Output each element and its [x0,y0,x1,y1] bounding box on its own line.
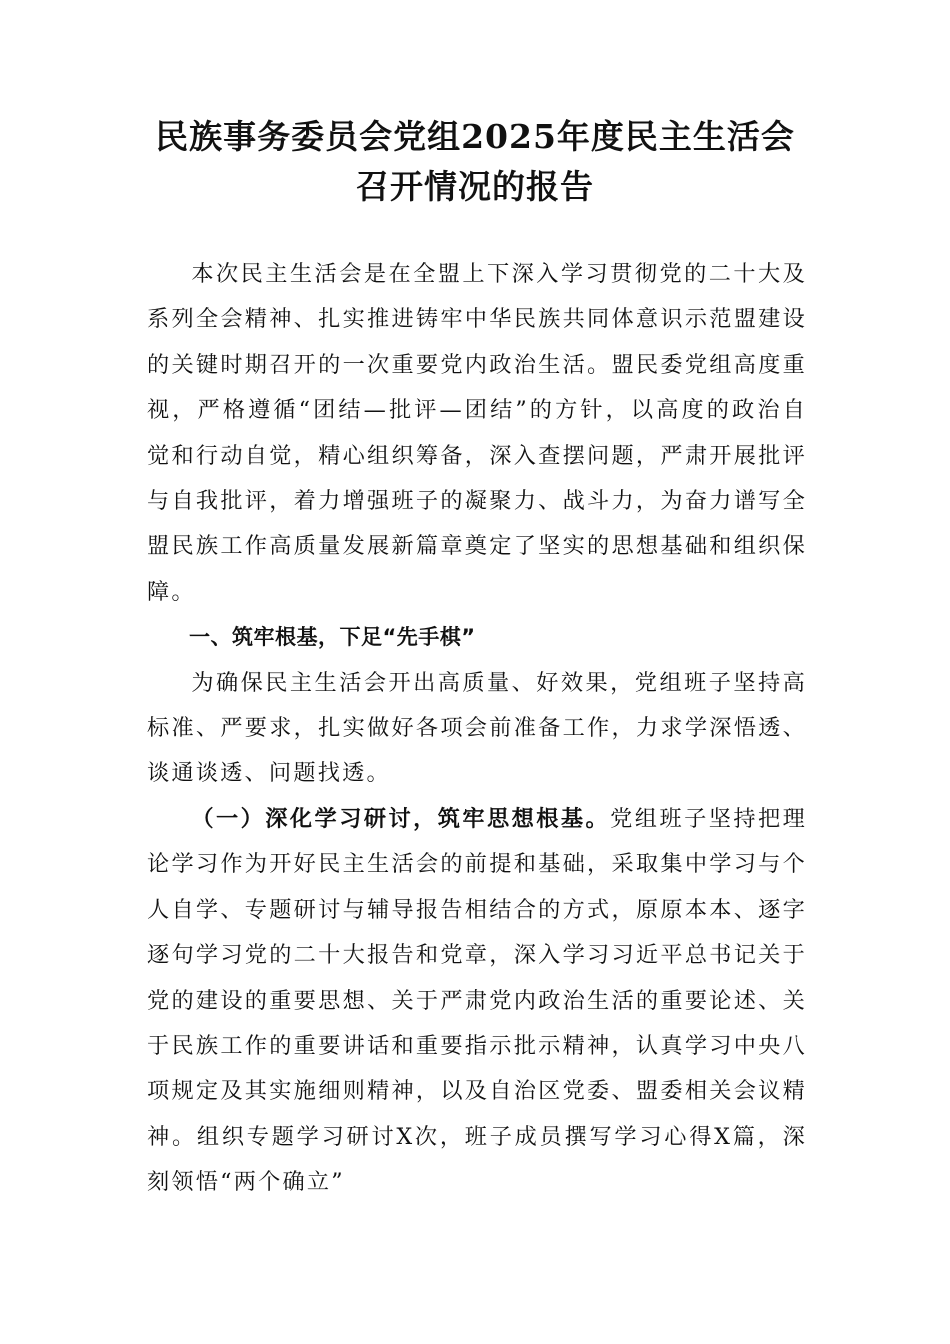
subsection-1-text: 党组班子坚持把理论学习作为开好民主生活会的前提和基础，采取集中学习与个人自学、专题研讨与辅导报告相结合的方式，原原本本、逐字逐句学习党的二十大报告和党章，深入学习习近平总书记关于党的建设的重要思想、关于严肃党内政治生活的重要论述、关于民族工作的重要讲话和重要指示批示精神，认真学习中央八项规定及其实施细则精神，以及自治区党委、盟委相关会议精神。组织专题学习研讨X次，班子成员撰写学习心得X篇，深刻领悟“两个确立” [147,805,807,1196]
intro-paragraph: 本次民主生活会是在全盟上下深入学习贯彻党的二十大及系列全会精神、扎实推进铸牢中华民族共同体意识示范盟建设的关键时期召开的一次重要党内政治生活。盟民委党组高度重视，严格遵循“团结—批评—团结”的方针，以高度的政治自觉和行动自觉，精心组织筹备，深入查摆问题，严肃开展批评与自我批评，着力增强班子的凝聚力、战斗力，为奋力谱写全盟民族工作高质量发展新篇章奠定了坚实的思想基础和组织保障。 [147,261,807,605]
document-title [110,112,840,212]
section-heading-1: 一、筑牢根基，下足“先手棋” [189,625,476,650]
title-line-1: 民族事务委员会党组2025年度民主生活会 [155,117,795,156]
section-1-intro-paragraph: 为确保民主生活会开出高质量、好效果，党组班子坚持高标准、严要求，扎实做好各项会前准备工作，力求学深悟透、谈通谈透、问题找透。 [147,669,807,787]
title-line-2: 召开情况的报告 [356,167,594,206]
document-body [147,252,807,1206]
subsection-1-lead: （一）深化学习研讨，筑牢思想根基。 [191,805,611,832]
subsection-1-paragraph [147,797,807,1206]
